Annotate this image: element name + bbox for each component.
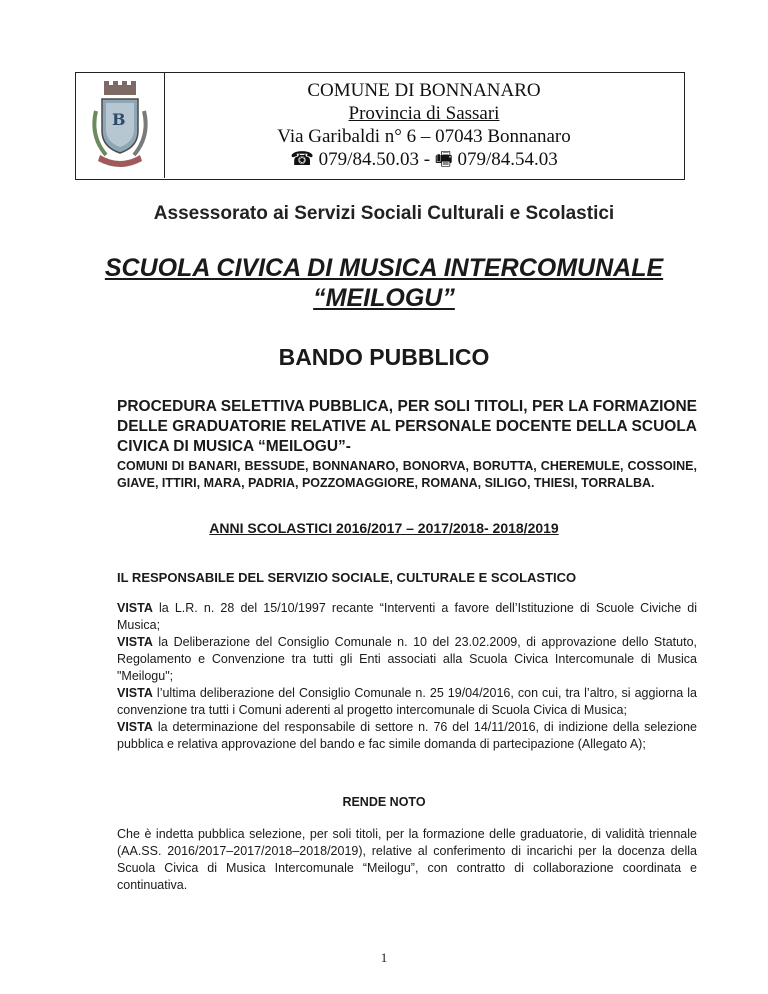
school-years: ANNI SCOLASTICI 2016/2017 – 2017/2018- 2018/2019 — [209, 520, 559, 536]
coat-of-arms-cell — [76, 73, 165, 178]
svg-text:B: B — [112, 110, 126, 129]
rende-noto-heading: RENDE NOTO — [342, 795, 426, 809]
vista-item: VISTA l’ultima deliberazione del Consiglio Comunale n. 25 19/04/2016, con cui, tra l’altro, si aggiorna la convenzione tra tutti i Comuni aderenti al progetto intercomunale di Scuola Civica di Musica; — [117, 686, 697, 717]
procedure-heading: PROCEDURA SELETTIVA PUBBLICA, PER SOLI TITOLI, PER LA FORMAZIONE DELLE GRADUATORIE RELATIVE AL PERSONALE DOCENTE DELLA SCUOLA CIVICA DI MUSICA “MEILOGU”- — [117, 398, 697, 455]
comune-name: COMUNE DI BONNANARO — [307, 80, 541, 101]
phone-icon: ☎ — [290, 149, 319, 170]
vista-item: VISTA la Deliberazione del Consiglio Comunale n. 10 del 23.02.2009, di approvazione dello Statuto, Regolamento e Convenzione tra tutti gli Enti associati alla Scuola Civica Intercomunale di Musica "Meilogu"; — [117, 635, 697, 683]
considerations — [117, 600, 697, 753]
coat-of-arms-icon — [86, 81, 154, 171]
separator: - — [418, 149, 435, 170]
responsible-heading: IL RESPONSABILE DEL SERVIZIO SOCIALE, CULTURALE E SCOLASTICO — [117, 570, 577, 585]
vista-item: VISTA la L.R. n. 28 del 15/10/1997 recante “Interventi a favore dell’Istituzione di Scuole Civiche di Musica; — [117, 601, 697, 632]
announcement-paragraph: Che è indetta pubblica selezione, per soli titoli, per la formazione delle graduatorie, di validità triennale (AA.SS. 2016/2017–2017/2018–2018/2019), relative al conferimento di incarichi per la docenza della Scuola Civica di Musica Intercomunale “Meilogu”, con contratto di collaborazione coordinata e continuativa. — [117, 827, 697, 892]
address: Via Garibaldi n° 6 – 07043 Bonnanaro — [277, 126, 571, 147]
school-title-line1: SCUOLA CIVICA DI MUSICA INTERCOMUNALE — [104, 254, 664, 282]
contact-line — [164, 148, 684, 171]
department-title: Assessorato ai Servizi Sociali Culturali e Scolastici — [153, 203, 615, 224]
document-title: BANDO PUBBLICO — [278, 344, 490, 370]
letterhead-text — [164, 73, 684, 184]
letterhead — [75, 72, 685, 180]
page-number: 1 — [380, 950, 388, 965]
school-title-line2: “MEILOGU” — [313, 284, 455, 312]
provincia: Provincia di Sassari — [348, 103, 500, 124]
municipalities-list: COMUNI DI BANARI, BESSUDE, BONNANARO, BONORVA, BORUTTA, CHEREMULE, COSSOINE, GIAVE, ITTIRI, MARA, PADRIA, POZZOMAGGIORE, ROMANA, SILIGO, THIESI, TORRALBA. — [117, 459, 697, 490]
school-title — [0, 253, 768, 313]
phone-number: 079/84.50.03 — [318, 149, 419, 170]
fax-number: 079/84.54.03 — [457, 149, 558, 170]
vista-item: VISTA la determinazione del responsabile di settore n. 76 del 14/11/2016, di indizione della selezione pubblica e relativa approvazione del bando e fac simile domanda di partecipazione (Allegato A); — [117, 720, 697, 751]
fax-icon: 🖷 — [434, 149, 458, 170]
